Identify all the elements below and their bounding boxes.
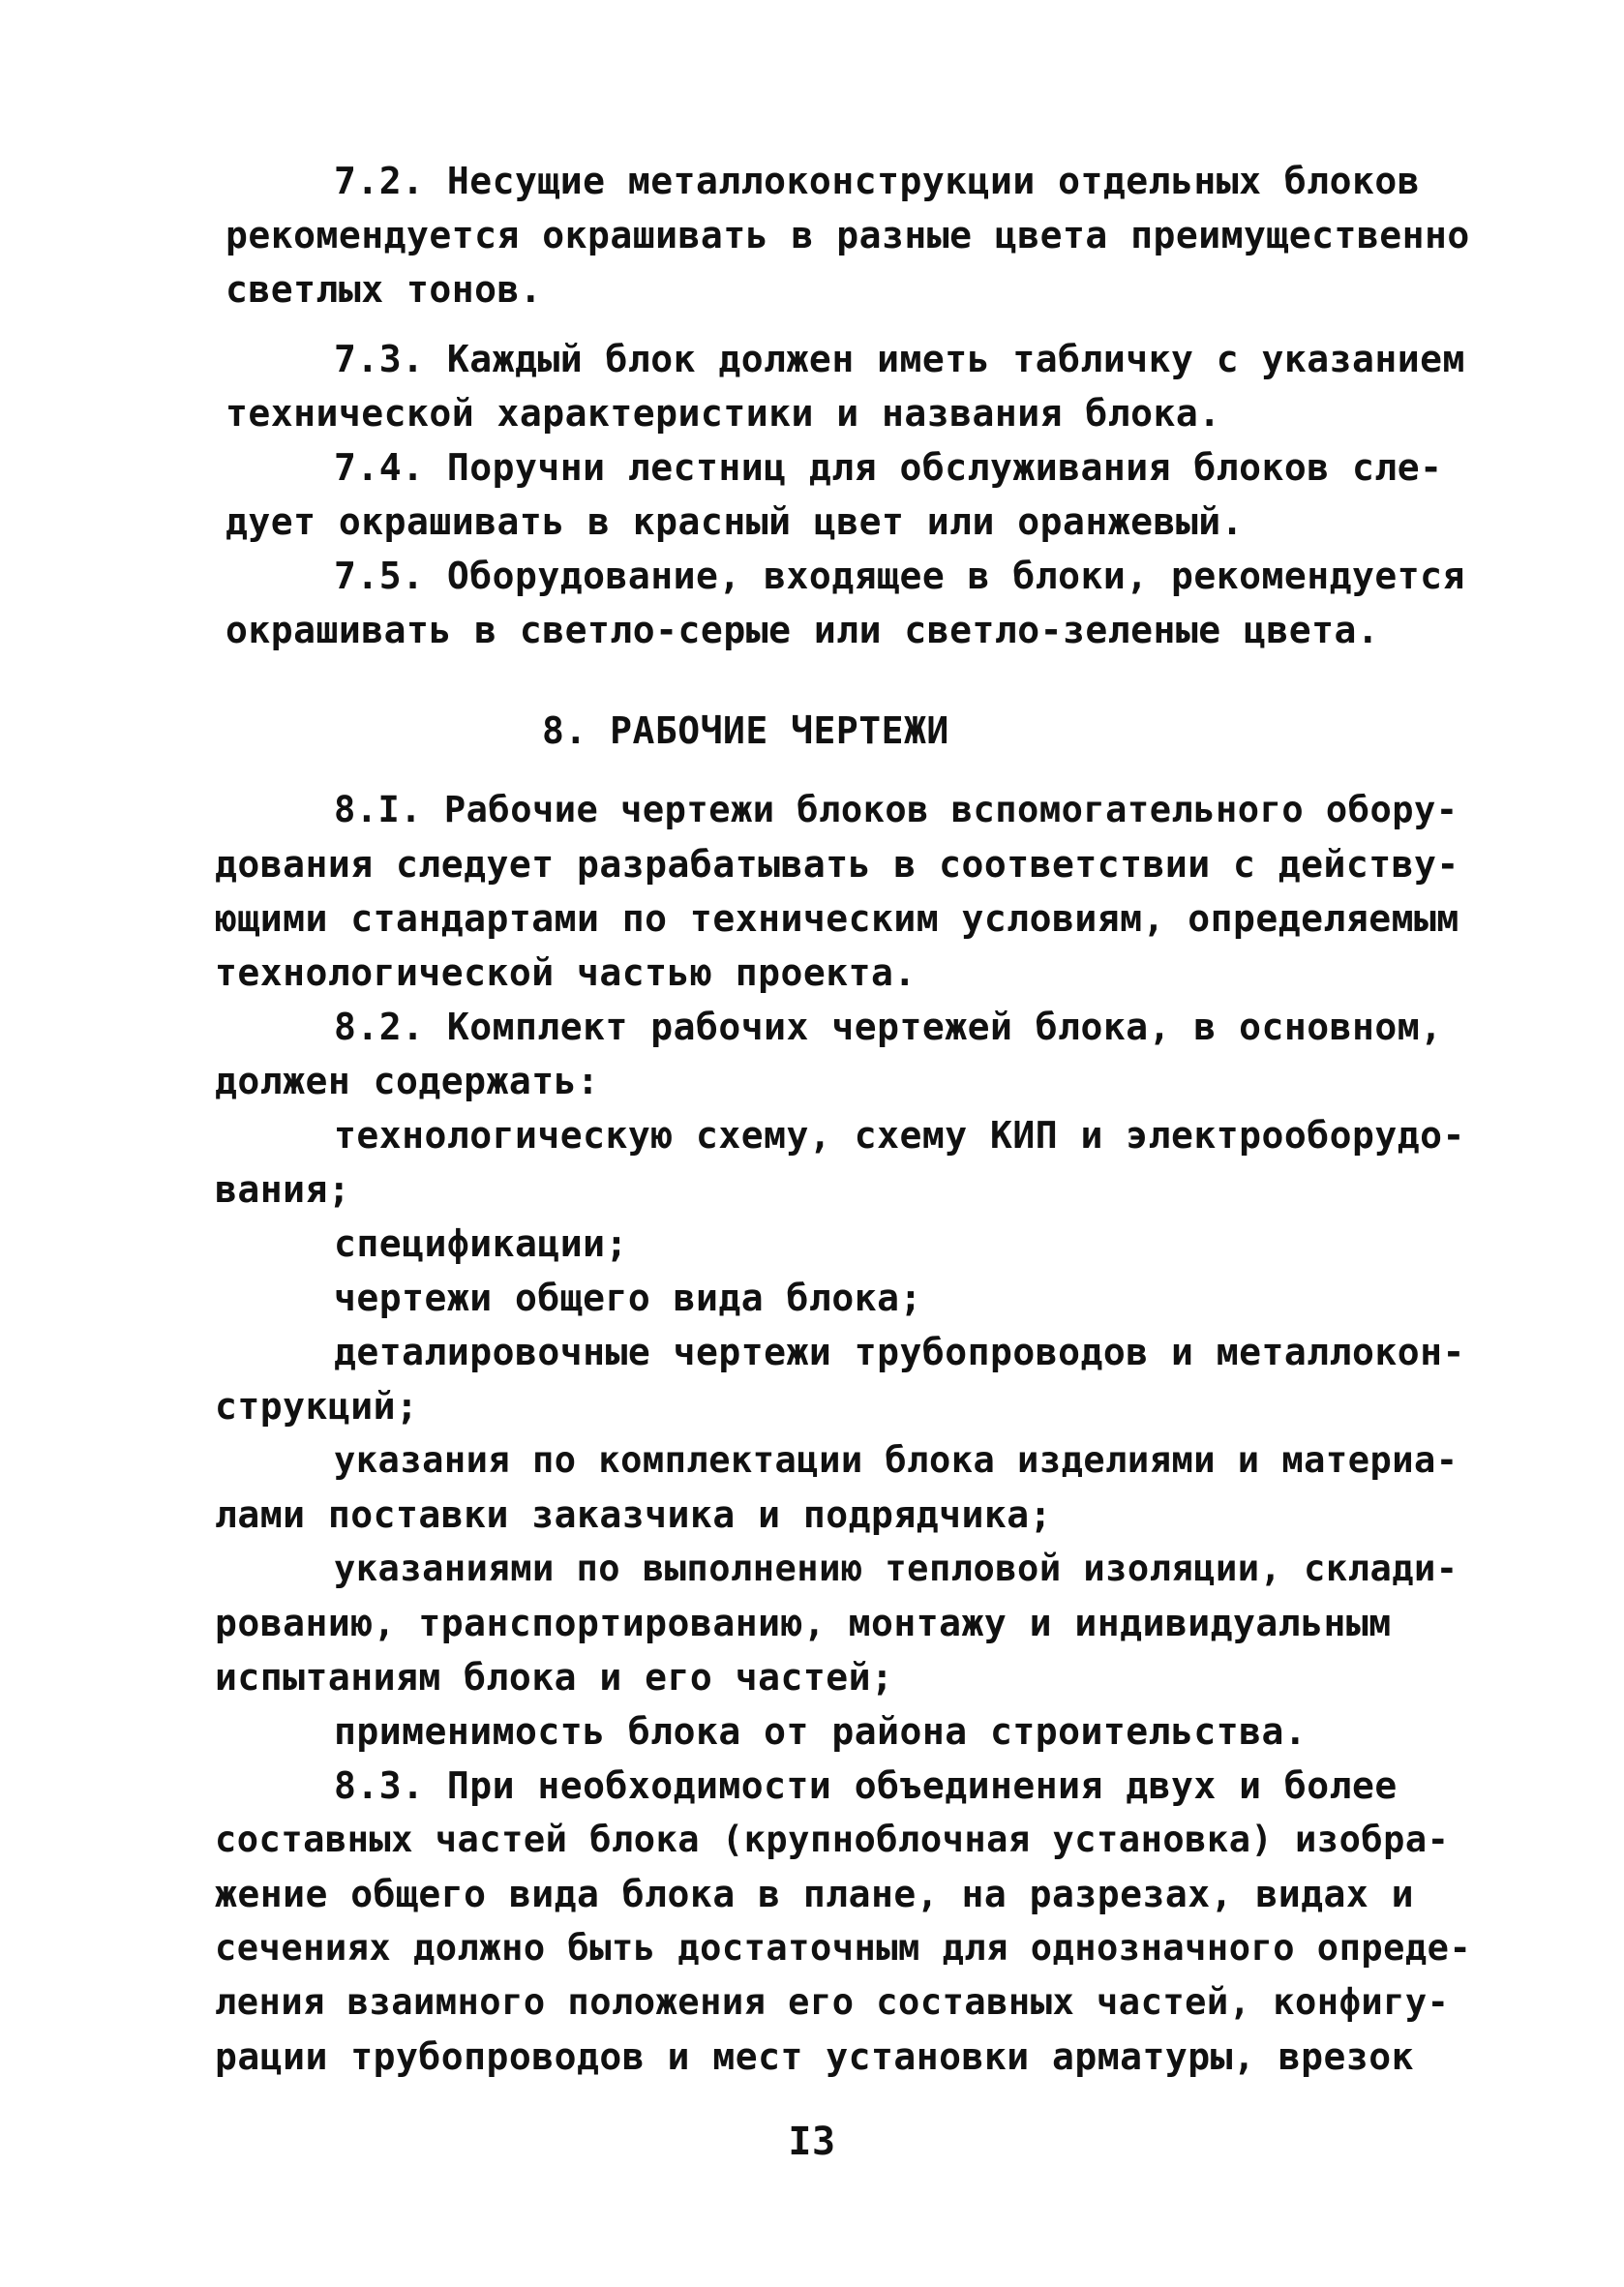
text-line: технологической частью проекта. [215,951,917,994]
text-line: рекомендуется окрашивать в разные цвета преимущественно [226,214,1470,256]
text-line: применимость блока от района строительства. [334,1710,1308,1753]
text-line: сечениях должно быть достаточным для однозначного опреде- [215,1927,1472,1969]
text-line: светлых тонов. [226,268,543,311]
page-number: I3 [788,2120,836,2164]
text-line: 7.4. Поручни лестниц для обслуживания блоков сле- [334,446,1443,489]
text-line: рованию, транспортированию, монтажу и индивидуальным [215,1602,1392,1644]
text-line: должен содержать: [215,1060,600,1102]
text-line: окрашивать в светло-серые или светло-зеленые цвета. [226,609,1380,651]
text-line: указания по комплектации блока изделиями и материа- [334,1439,1459,1481]
text-line: технологическую схему, схему КИП и электрооборудо- [334,1114,1465,1157]
text-line: жение общего вида блока в плане, на разрезах, видах и [215,1873,1415,1915]
text-line: ления взаимного положения его составных частей, конфигу- [215,1981,1450,2023]
text-line: чертежи общего вида блока; [334,1277,922,1319]
text-line: 7.3. Каждый блок должен иметь табличку с указанием [334,338,1465,380]
text-line: технической характеристики и названия блока. [226,392,1221,435]
text-line: струкций; [215,1385,419,1428]
text-line: дует окрашивать в красный цвет или оранжевый. [226,500,1245,543]
text-line: 8.3. При необходимости объединения двух и более [334,1764,1398,1807]
text-line: 8.2. Комплект рабочих чертежей блока, в основном, [334,1006,1443,1048]
text-line: вания; [215,1168,351,1211]
text-line: дования следует разрабатывать в соответствии с действу- [215,843,1459,886]
text-line: 7.5. Оборудование, входящее в блоки, рекомендуется [334,555,1465,597]
section-heading: 8. РАБОЧИЕ ЧЕРТЕЖИ [542,709,949,752]
text-line: 8.I. Рабочие чертежи блоков вспомогательного обору- [334,789,1459,830]
text-line: рации трубопроводов и мест установки арматуры, врезок [215,2035,1415,2078]
text-line: деталировочные чертежи трубопроводов и металлокон- [334,1331,1465,1373]
text-line: ющими стандартами по техническим условиям, определяемым [215,897,1459,940]
text-line: испытаниям блока и его частей; [215,1656,894,1699]
text-line: спецификации; [334,1222,628,1265]
text-line: 7.2. Несущие металлоконструкции отдельных блоков [334,160,1421,202]
text-line: составных частей блока (крупноблочная установка) изобра- [215,1819,1450,1860]
text-line: указаниями по выполнению тепловой изоляции, склади- [334,1548,1459,1589]
text-line: лами поставки заказчика и подрядчика; [215,1493,1052,1536]
